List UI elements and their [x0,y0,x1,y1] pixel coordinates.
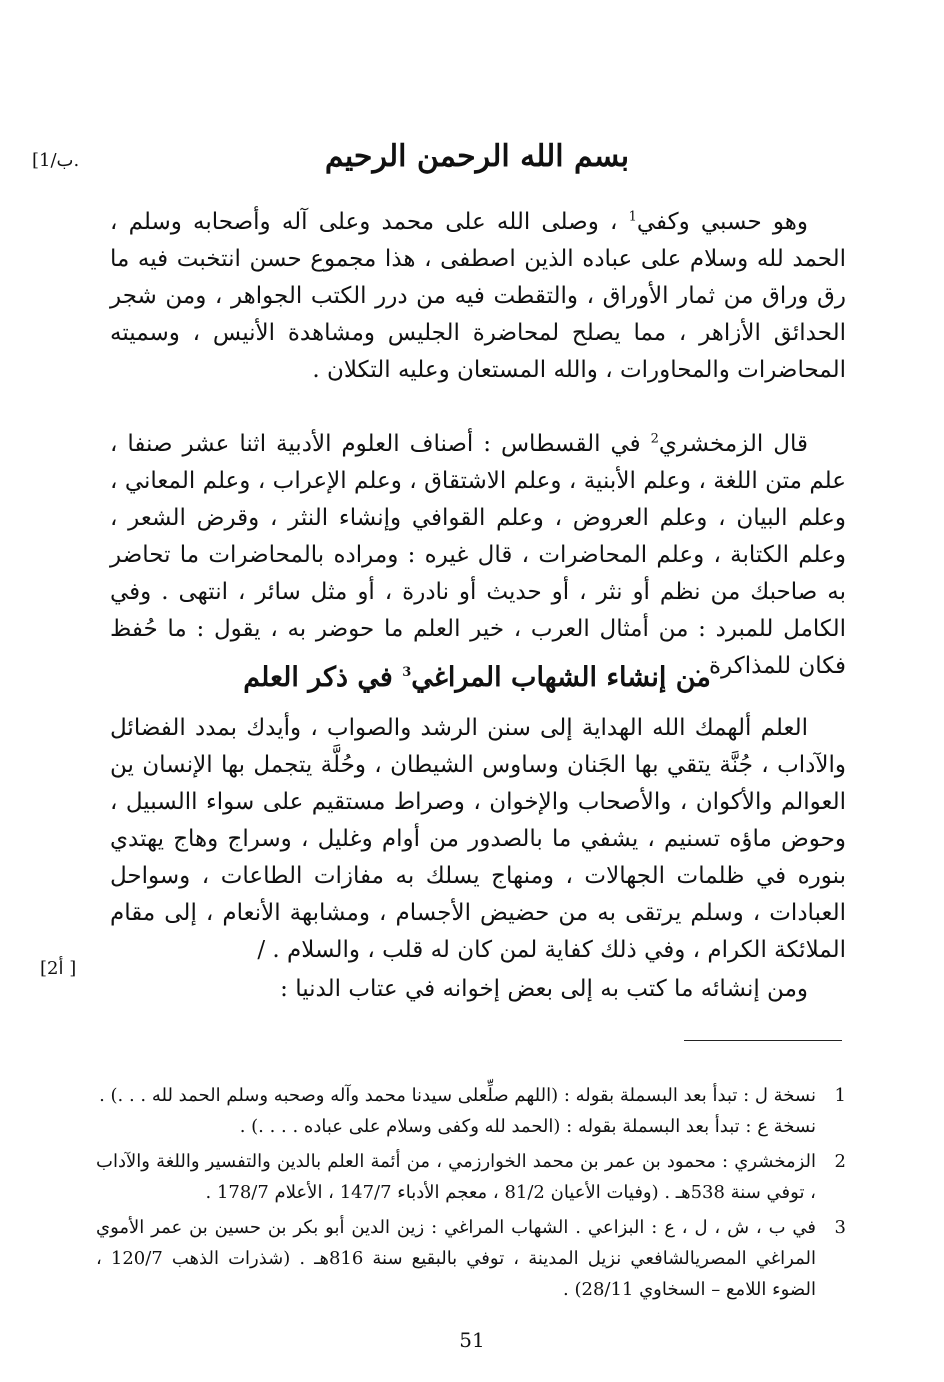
footnote-number: 1 [834,1085,846,1106]
intro-text-rest: ، وصلى الله على محمد وعلى آله وأصحابه وسلم ، الحمد لله وسلام على عباده الذين اصطفى ، هذا مجموع حسن انتخبت فيه ما رق وراق من ثمار الأوراق ، والتقطت فيه من درر الكتب الجواهر ، ومن شجر الحدائق الأزاهر ، مما يصلح لمحاضرة الجليس ومشاهدة الأنيس ، وسميته المحاضرات والمحاورات ، والله المستعان وعليه التكلان . [110,209,846,383]
knowledge-section [110,710,846,1008]
intro-section [110,204,846,389]
heading-text-rest: في ذكر العلم [243,662,403,693]
footnote-number: 3 [834,1217,846,1238]
footnote-2 [96,1146,846,1208]
footnote-text [96,1080,816,1142]
basmala-title: بسم الله الرحمن الرحيم [324,139,630,174]
knowledge-paragraph: العلم ألهمك الله الهداية إلى سنن الرشد والصواب ، وأيدك بمدد الفضائل والآداب ، جُنَّة يتقي بها الجَنان وساوس الشيطان ، وحُلَّة يتجمل بها الإنسان ين العوالم والأكوان ، والأصحاب والإخوان ، وصراط مستقيم على سواء االسبيل ، وحوض ماؤه تسنيم ، يشفي ما بالصدور من أوام وغليل ، وسراج وهاج يهتدي بنوره في ظلمات الجهالات ، ومنهاج يسلك به مفازات الطاعات ، وسواحل العبادات ، وسلم يرتقى به من حضيض الأجسام ، ومشابهة الأنعام ، إلى مقام الملائكة الكرام ، وفي ذلك كفاية لمن كان له قلب ، والسلام . / [110,715,846,963]
intro-text-start: وهو حسبي وكفي [636,209,808,235]
footnote-separator [684,1040,842,1041]
footnote-line: نسخة ع : تبدأ بعد البسملة بقوله : (الحمد لله وكفى وسلام على عباده . . . .) . [239,1116,816,1137]
margin-folio-reference-top: [1/ب. [32,150,80,171]
footnote-marker-1: 1 [628,209,637,225]
margin-folio-reference-middle: [أ2 ] [40,958,77,979]
intro-paragraph [110,204,846,389]
footnote-text [96,1212,816,1305]
footnote-1 [96,1080,846,1142]
footnote-line: الزمخشري : محمود بن عمر بن محمد الخوارزمي ، من أئمة العلم بالدين والتفسير واللغة والآداب ، توفي سنة 538هـ . (وفيات الأعيان 81/2 ، معجم الأدباء 147/7 ، الأعلام 178/7 . [96,1151,816,1203]
footnote-line: نسخة ل : تبدأ بعد البسملة بقوله : (اللهم صلِّعلى سيدنا محمد وآله وصحبه وسلم الحمد لله . . .) . [99,1085,816,1106]
footnote-marker-2: 2 [650,431,659,447]
zamakhshari-paragraph [110,426,846,685]
zamakhshari-text-start: قال الزمخشري [658,431,808,457]
footnote-marker-3: 3 [402,665,412,680]
page-number: 51 [459,1328,485,1352]
footnote-line: في ب ، ش ، ل ، ع : البزاعي . الشهاب المراغي : زين الدين أبو بكر بن حسين بن عمر الأموي المراغي المصريالشافعي نزيل المدينة ، توفي بالبقيع سنة 816هـ . (شذرات الذهب 120/7 ، الضوء اللامع – السخاوي 28/11) . [96,1217,816,1300]
footnote-number: 2 [834,1151,846,1172]
footnote-3 [96,1212,846,1305]
footnote-text [96,1146,816,1208]
zamakhshari-text-rest: في القسطاس : أصناف العلوم الأدبية اثنا عشر صنفا ، علم متن اللغة ، وعلم الأبنية ، وعلم الاشتقاق ، وعلم الإعراب ، وعلم المعاني ، وعلم البيان ، وعلم العروض ، وعلم القوافي وإنشاء النثر ، وقرض الشعر ، وعلم الكتابة ، وعلم المحاضرات ، قال غيره : ومراده بالمحاضرات ما تحاضر به صاحبك من نظم أو نثر ، أو حديث أو نادرة ، أو مثل سائر ، انتهى . وفي الكامل للمبرد : من أمثال العرب ، خير العلم ما حوضر به ، يقول : ما حُفظ فكان للمذاكرة . [110,431,846,679]
section-heading [110,650,844,706]
letter-intro-paragraph: ومن إنشائه ما كتب به إلى بعض إخوانه في عتاب الدنيا : [280,976,808,1002]
heading-text-start: من إنشاء الشهاب المراغي [411,662,711,693]
footnotes [96,1080,846,1309]
zamakhshari-section [110,426,846,685]
